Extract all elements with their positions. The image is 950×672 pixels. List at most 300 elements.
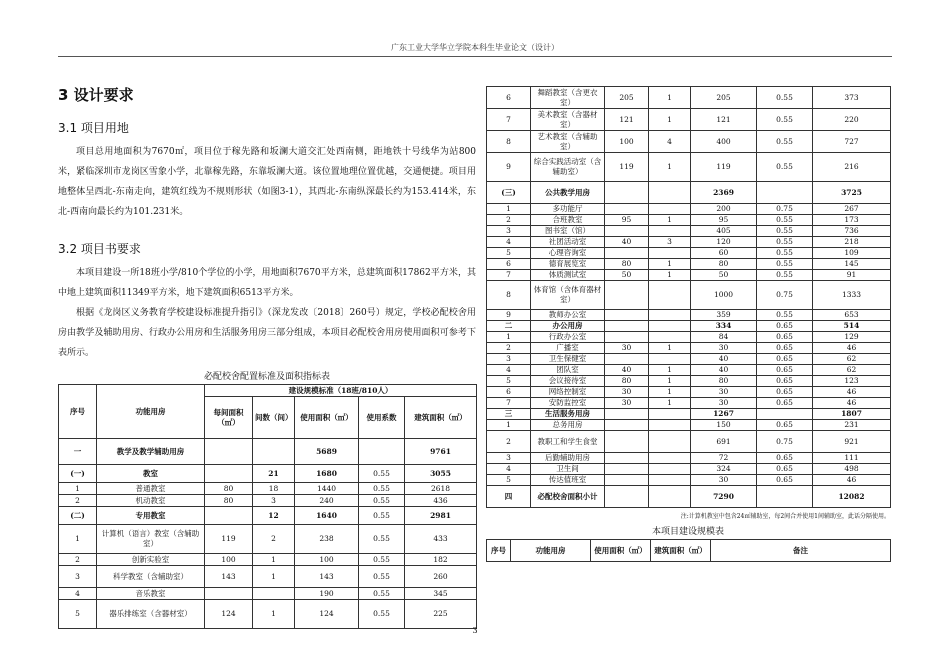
cell-ua: 205 (605, 87, 649, 109)
cell-no: 2 (59, 554, 97, 566)
cell-no: 二 (487, 321, 531, 332)
table-row (487, 453, 891, 464)
cell-cnt: 18 (253, 483, 295, 495)
cell-build: 12082 (813, 486, 891, 508)
cell-coef: 0.55 (359, 495, 405, 507)
cell-build: 3725 (813, 182, 891, 204)
cell-name: 会议接待室 (531, 376, 605, 387)
cell-cnt (649, 310, 691, 321)
table-caption: 必配校舍配置标准及面积指标表 (203, 372, 330, 382)
cell-cnt: 1 (649, 153, 691, 182)
table-row (487, 431, 891, 453)
cell-ua: 30 (605, 398, 649, 409)
cell-no: 7 (487, 270, 531, 281)
cell-ua: 124 (205, 600, 253, 629)
cell-build: 9761 (405, 439, 477, 465)
cell-coef: 0.55 (757, 87, 813, 109)
table-row (487, 204, 891, 215)
cell-coef: 0.55 (757, 215, 813, 226)
cell-no: (一) (59, 465, 97, 483)
cell-name: 舞蹈教室（含更衣室） (531, 87, 605, 109)
cell-coef: 0.55 (757, 131, 813, 153)
cell-no: 1 (487, 332, 531, 343)
cell-name: 教师办公室 (531, 310, 605, 321)
cell-use: 60 (691, 248, 757, 259)
cell-use: 190 (295, 588, 359, 600)
cell-use: 1640 (295, 507, 359, 525)
cell-use: 84 (691, 332, 757, 343)
table-row (487, 215, 891, 226)
cell-build: 1807 (813, 409, 891, 420)
cell-build: 498 (813, 464, 891, 475)
page-header: 广东工业大学华立学院本科生毕业论文（设计） (391, 43, 559, 52)
t2-header-build: 建筑面积（㎡） (651, 540, 711, 562)
scale-table (486, 539, 891, 562)
cell-no: 8 (487, 281, 531, 310)
cell-use: 1267 (691, 409, 757, 420)
cell-cnt: 1 (649, 109, 691, 131)
cell-cnt: 1 (253, 600, 295, 629)
cell-no: 9 (487, 310, 531, 321)
cell-no: 6 (487, 87, 531, 109)
cell-build: 109 (813, 248, 891, 259)
cell-name: 卫生保健室 (531, 354, 605, 365)
cell-use: 2369 (691, 182, 757, 204)
cell-name: 音乐教室 (97, 588, 205, 600)
cell-cnt: 1 (253, 566, 295, 588)
cell-coef: 0.65 (757, 332, 813, 343)
cell-build: 2981 (405, 507, 477, 525)
cell-build: 3055 (405, 465, 477, 483)
cell-no: 3 (487, 453, 531, 464)
table-row (487, 131, 891, 153)
cell-ua (605, 321, 649, 332)
cell-coef: 0.55 (359, 465, 405, 483)
paragraph: 本项目建设一所18班小学/810个学位的小学，用地面积7670平方米，总建筑面积17862平方米，其中地上建筑面积11349平方米，地下建筑面积6513平方米。 (58, 268, 476, 298)
cell-cnt: 21 (253, 465, 295, 483)
cell-name: 综合实践活动室（含辅助室） (531, 153, 605, 182)
cell-use: 40 (691, 365, 757, 376)
cell-use: 50 (691, 270, 757, 281)
cell-no: 5 (487, 376, 531, 387)
cell-ua (605, 409, 649, 420)
cell-name: 美术教室（含器材室） (531, 109, 605, 131)
table-row (59, 439, 477, 465)
cell-use: 40 (691, 354, 757, 365)
cell-use: 124 (295, 600, 359, 629)
cell-coef: 0.55 (757, 310, 813, 321)
cell-name: 网络控制室 (531, 387, 605, 398)
cell-ua (605, 248, 649, 259)
cell-build: 218 (813, 237, 891, 248)
cell-use: 150 (691, 420, 757, 431)
cell-cnt (649, 226, 691, 237)
cell-no: 2 (487, 431, 531, 453)
header-count: 间数（间） (253, 397, 295, 439)
cell-ua (605, 204, 649, 215)
cell-name: 公共教学用房 (531, 182, 605, 204)
cell-use: 334 (691, 321, 757, 332)
table-row (487, 87, 891, 109)
cell-name: 办公用房 (531, 321, 605, 332)
cell-ua (605, 420, 649, 431)
cell-no: 4 (59, 588, 97, 600)
cell-no: 2 (59, 495, 97, 507)
cell-build: 727 (813, 131, 891, 153)
cell-coef: 0.75 (757, 281, 813, 310)
paragraph: 项目总用地面积为7670㎡，项目位于稼先路和坂澜大道交汇处西南侧，距地铁十号线华为站800米，紧临深圳市龙岗区雪象小学，北靠稼先路，东靠坂澜大道。该位置地理位置优越，交通便捷。项目用地整体呈西北-东南走向，建筑红线为不规则形状（如图3-1），其西北-东南纵深最长约为153.414米，东北-西南向最长约为101.231米。 (58, 147, 476, 217)
cell-no: (三) (487, 182, 531, 204)
cell-ua (605, 332, 649, 343)
cell-no: 7 (487, 109, 531, 131)
cell-name: 团队室 (531, 365, 605, 376)
table-row (487, 270, 891, 281)
cell-build: 514 (813, 321, 891, 332)
table-row (59, 525, 477, 554)
cell-use: 121 (691, 109, 757, 131)
cell-name: 教职工和学生食堂 (531, 431, 605, 453)
cell-cnt: 1 (253, 554, 295, 566)
cell-coef: 0.55 (757, 248, 813, 259)
table-row (487, 398, 891, 409)
table-row (487, 475, 891, 486)
cell-coef: 0.75 (757, 204, 813, 215)
cell-coef: 0.65 (757, 343, 813, 354)
cell-ua: 100 (205, 554, 253, 566)
cell-name: 必配校舍面积小计 (531, 486, 605, 508)
table-row (487, 409, 891, 420)
cell-coef: 0.55 (359, 566, 405, 588)
cell-no: 一 (59, 439, 97, 465)
cell-cnt: 2 (253, 525, 295, 554)
cell-name: 后勤辅助用房 (531, 453, 605, 464)
cell-name: 专用教室 (97, 507, 205, 525)
cell-use: 240 (295, 495, 359, 507)
table-row (59, 465, 477, 483)
cell-coef (359, 439, 405, 465)
table2-caption: 本项目建设规模表 (651, 527, 724, 537)
cell-use: 238 (295, 525, 359, 554)
cell-coef (757, 486, 813, 508)
cell-build: 433 (405, 525, 477, 554)
cell-build: 225 (405, 600, 477, 629)
subsection-title: 3.1 项目用地 (58, 121, 129, 135)
cell-use: 205 (691, 87, 757, 109)
t2-header-use: 使用面积（㎡） (591, 540, 651, 562)
cell-cnt: 1 (649, 343, 691, 354)
cell-use: 691 (691, 431, 757, 453)
cell-use: 405 (691, 226, 757, 237)
cell-coef: 0.55 (359, 525, 405, 554)
table-note: 注:计算机教室中包含24㎡辅助室，每2间合并使用1间辅助室，此话分隔使用。 (680, 513, 890, 520)
table-row (487, 486, 891, 508)
cell-ua: 40 (605, 237, 649, 248)
cell-ua: 80 (205, 495, 253, 507)
cell-build: 91 (813, 270, 891, 281)
cell-build: 220 (813, 109, 891, 131)
table-row (487, 182, 891, 204)
t2-header-no: 序号 (487, 540, 511, 562)
cell-cnt: 1 (649, 365, 691, 376)
cell-no: 3 (487, 226, 531, 237)
cell-no: 5 (487, 475, 531, 486)
cell-ua: 119 (605, 153, 649, 182)
cell-coef: 0.65 (757, 354, 813, 365)
header-no: 序号 (59, 385, 97, 439)
area-table-left (58, 384, 477, 629)
table-row (487, 464, 891, 475)
cell-coef: 0.65 (757, 453, 813, 464)
cell-no: 三 (487, 409, 531, 420)
header-scale: 建设规模标准（18班/810人） (205, 385, 477, 397)
cell-cnt (649, 182, 691, 204)
cell-cnt (649, 409, 691, 420)
cell-name: 艺术教室（含辅助室） (531, 131, 605, 153)
table-row (59, 566, 477, 588)
cell-name: 传达值班室 (531, 475, 605, 486)
cell-ua: 121 (605, 109, 649, 131)
table-row (487, 281, 891, 310)
table-row (59, 600, 477, 629)
header-build-area: 建筑面积（㎡） (405, 397, 477, 439)
cell-cnt: 1 (649, 259, 691, 270)
cell-cnt (649, 332, 691, 343)
cell-build: 173 (813, 215, 891, 226)
table-row (487, 343, 891, 354)
cell-coef: 0.65 (757, 464, 813, 475)
cell-use: 120 (691, 237, 757, 248)
cell-cnt: 3 (649, 237, 691, 248)
cell-ua (605, 182, 649, 204)
cell-ua: 95 (605, 215, 649, 226)
cell-no: 9 (487, 153, 531, 182)
header-unit-area: 每间面积（㎡） (205, 397, 253, 439)
table-row (59, 483, 477, 495)
cell-build: 46 (813, 343, 891, 354)
cell-name: 社团活动室 (531, 237, 605, 248)
table-row (487, 226, 891, 237)
cell-no: 1 (487, 204, 531, 215)
cell-coef: 0.65 (757, 475, 813, 486)
table-row (59, 495, 477, 507)
cell-use: 5689 (295, 439, 359, 465)
cell-use: 80 (691, 376, 757, 387)
cell-build: 62 (813, 354, 891, 365)
cell-build: 373 (813, 87, 891, 109)
cell-cnt: 1 (649, 387, 691, 398)
header-room: 功能用房 (97, 385, 205, 439)
cell-use: 143 (295, 566, 359, 588)
cell-cnt: 3 (253, 495, 295, 507)
cell-cnt (649, 420, 691, 431)
cell-name: 科学教室（含辅助室） (97, 566, 205, 588)
cell-use: 324 (691, 464, 757, 475)
cell-build: 182 (405, 554, 477, 566)
cell-ua: 30 (605, 387, 649, 398)
cell-no: 3 (487, 354, 531, 365)
cell-build: 123 (813, 376, 891, 387)
cell-cnt (649, 464, 691, 475)
cell-coef: 0.55 (359, 588, 405, 600)
cell-use: 7290 (691, 486, 757, 508)
cell-name: 广播室 (531, 343, 605, 354)
cell-build: 129 (813, 332, 891, 343)
cell-use: 30 (691, 343, 757, 354)
cell-cnt (649, 248, 691, 259)
cell-no: 4 (487, 464, 531, 475)
cell-use: 1440 (295, 483, 359, 495)
cell-name: 教室 (97, 465, 205, 483)
cell-no: 7 (487, 398, 531, 409)
table-row (487, 376, 891, 387)
cell-ua (605, 226, 649, 237)
cell-cnt: 1 (649, 270, 691, 281)
table-row (487, 332, 891, 343)
cell-name: 总务用房 (531, 420, 605, 431)
cell-no: 四 (487, 486, 531, 508)
cell-use: 100 (295, 554, 359, 566)
cell-use: 1000 (691, 281, 757, 310)
table-row (487, 420, 891, 431)
cell-ua: 143 (205, 566, 253, 588)
cell-cnt (649, 475, 691, 486)
cell-ua (205, 588, 253, 600)
cell-ua (605, 475, 649, 486)
cell-ua (205, 507, 253, 525)
cell-no: 8 (487, 131, 531, 153)
cell-use: 72 (691, 453, 757, 464)
table-row (487, 109, 891, 131)
table-row (59, 588, 477, 600)
cell-build: 216 (813, 153, 891, 182)
section-title: 3 设计要求 (58, 86, 134, 104)
cell-name: 行政办公室 (531, 332, 605, 343)
cell-use: 400 (691, 131, 757, 153)
table-row (487, 387, 891, 398)
cell-build: 46 (813, 398, 891, 409)
cell-build: 260 (405, 566, 477, 588)
cell-name: 图书室（馆） (531, 226, 605, 237)
cell-ua (605, 310, 649, 321)
cell-cnt: 1 (649, 398, 691, 409)
cell-cnt (649, 486, 691, 508)
cell-no: 4 (487, 237, 531, 248)
cell-coef: 0.65 (757, 420, 813, 431)
cell-cnt (253, 588, 295, 600)
cell-ua (205, 439, 253, 465)
cell-coef (757, 409, 813, 420)
cell-cnt (649, 321, 691, 332)
cell-coef: 0.55 (757, 270, 813, 281)
cell-name: 生活服务用房 (531, 409, 605, 420)
t2-header-room: 功能用房 (511, 540, 591, 562)
cell-cnt: 1 (649, 215, 691, 226)
cell-no: 1 (59, 483, 97, 495)
cell-build: 46 (813, 387, 891, 398)
cell-ua: 30 (605, 343, 649, 354)
cell-name: 卫生间 (531, 464, 605, 475)
cell-cnt: 12 (253, 507, 295, 525)
cell-coef: 0.55 (757, 109, 813, 131)
cell-ua (605, 486, 649, 508)
cell-coef: 0.65 (757, 321, 813, 332)
cell-use: 95 (691, 215, 757, 226)
cell-coef: 0.55 (757, 226, 813, 237)
table-row (487, 259, 891, 270)
cell-coef: 0.55 (757, 259, 813, 270)
subsection-title: 3.2 项目书要求 (58, 242, 141, 256)
cell-coef: 0.55 (359, 600, 405, 629)
cell-ua (605, 464, 649, 475)
cell-ua: 119 (205, 525, 253, 554)
cell-no: 4 (487, 365, 531, 376)
cell-build: 46 (813, 475, 891, 486)
table-row (487, 248, 891, 259)
table-row (487, 153, 891, 182)
cell-no: (二) (59, 507, 97, 525)
cell-use: 30 (691, 387, 757, 398)
cell-cnt (649, 281, 691, 310)
cell-coef: 0.55 (757, 153, 813, 182)
cell-coef: 0.75 (757, 431, 813, 453)
cell-build: 145 (813, 259, 891, 270)
header-rule (58, 56, 892, 57)
cell-ua: 80 (205, 483, 253, 495)
cell-no: 2 (487, 215, 531, 226)
cell-build: 653 (813, 310, 891, 321)
cell-cnt (649, 354, 691, 365)
cell-build: 231 (813, 420, 891, 431)
cell-cnt (253, 439, 295, 465)
cell-name: 心理咨询室 (531, 248, 605, 259)
cell-build: 345 (405, 588, 477, 600)
cell-name: 体育馆（含体育器材室） (531, 281, 605, 310)
area-table-right (486, 86, 891, 508)
cell-coef: 0.55 (359, 507, 405, 525)
cell-cnt: 1 (649, 376, 691, 387)
table-row (487, 321, 891, 332)
cell-use: 30 (691, 475, 757, 486)
cell-use: 119 (691, 153, 757, 182)
cell-name: 创新实验室 (97, 554, 205, 566)
cell-coef: 0.55 (359, 483, 405, 495)
cell-build: 111 (813, 453, 891, 464)
cell-name: 教学及教学辅助用房 (97, 439, 205, 465)
cell-cnt (649, 431, 691, 453)
table-row (59, 554, 477, 566)
table-row (487, 310, 891, 321)
cell-name: 安防监控室 (531, 398, 605, 409)
cell-name: 计算机（语言）教室（含辅助室） (97, 525, 205, 554)
header-coef: 使用系数 (359, 397, 405, 439)
cell-ua (605, 281, 649, 310)
t2-header-note: 备注 (711, 540, 891, 562)
cell-name: 机动教室 (97, 495, 205, 507)
cell-use: 1680 (295, 465, 359, 483)
table-row (487, 237, 891, 248)
cell-name: 体质测试室 (531, 270, 605, 281)
cell-name: 德育展览室 (531, 259, 605, 270)
cell-no: 5 (59, 600, 97, 629)
cell-use: 80 (691, 259, 757, 270)
cell-ua (605, 354, 649, 365)
cell-no: 6 (487, 259, 531, 270)
cell-ua: 50 (605, 270, 649, 281)
cell-build: 436 (405, 495, 477, 507)
cell-coef: 0.65 (757, 398, 813, 409)
cell-coef: 0.65 (757, 376, 813, 387)
cell-use: 30 (691, 398, 757, 409)
